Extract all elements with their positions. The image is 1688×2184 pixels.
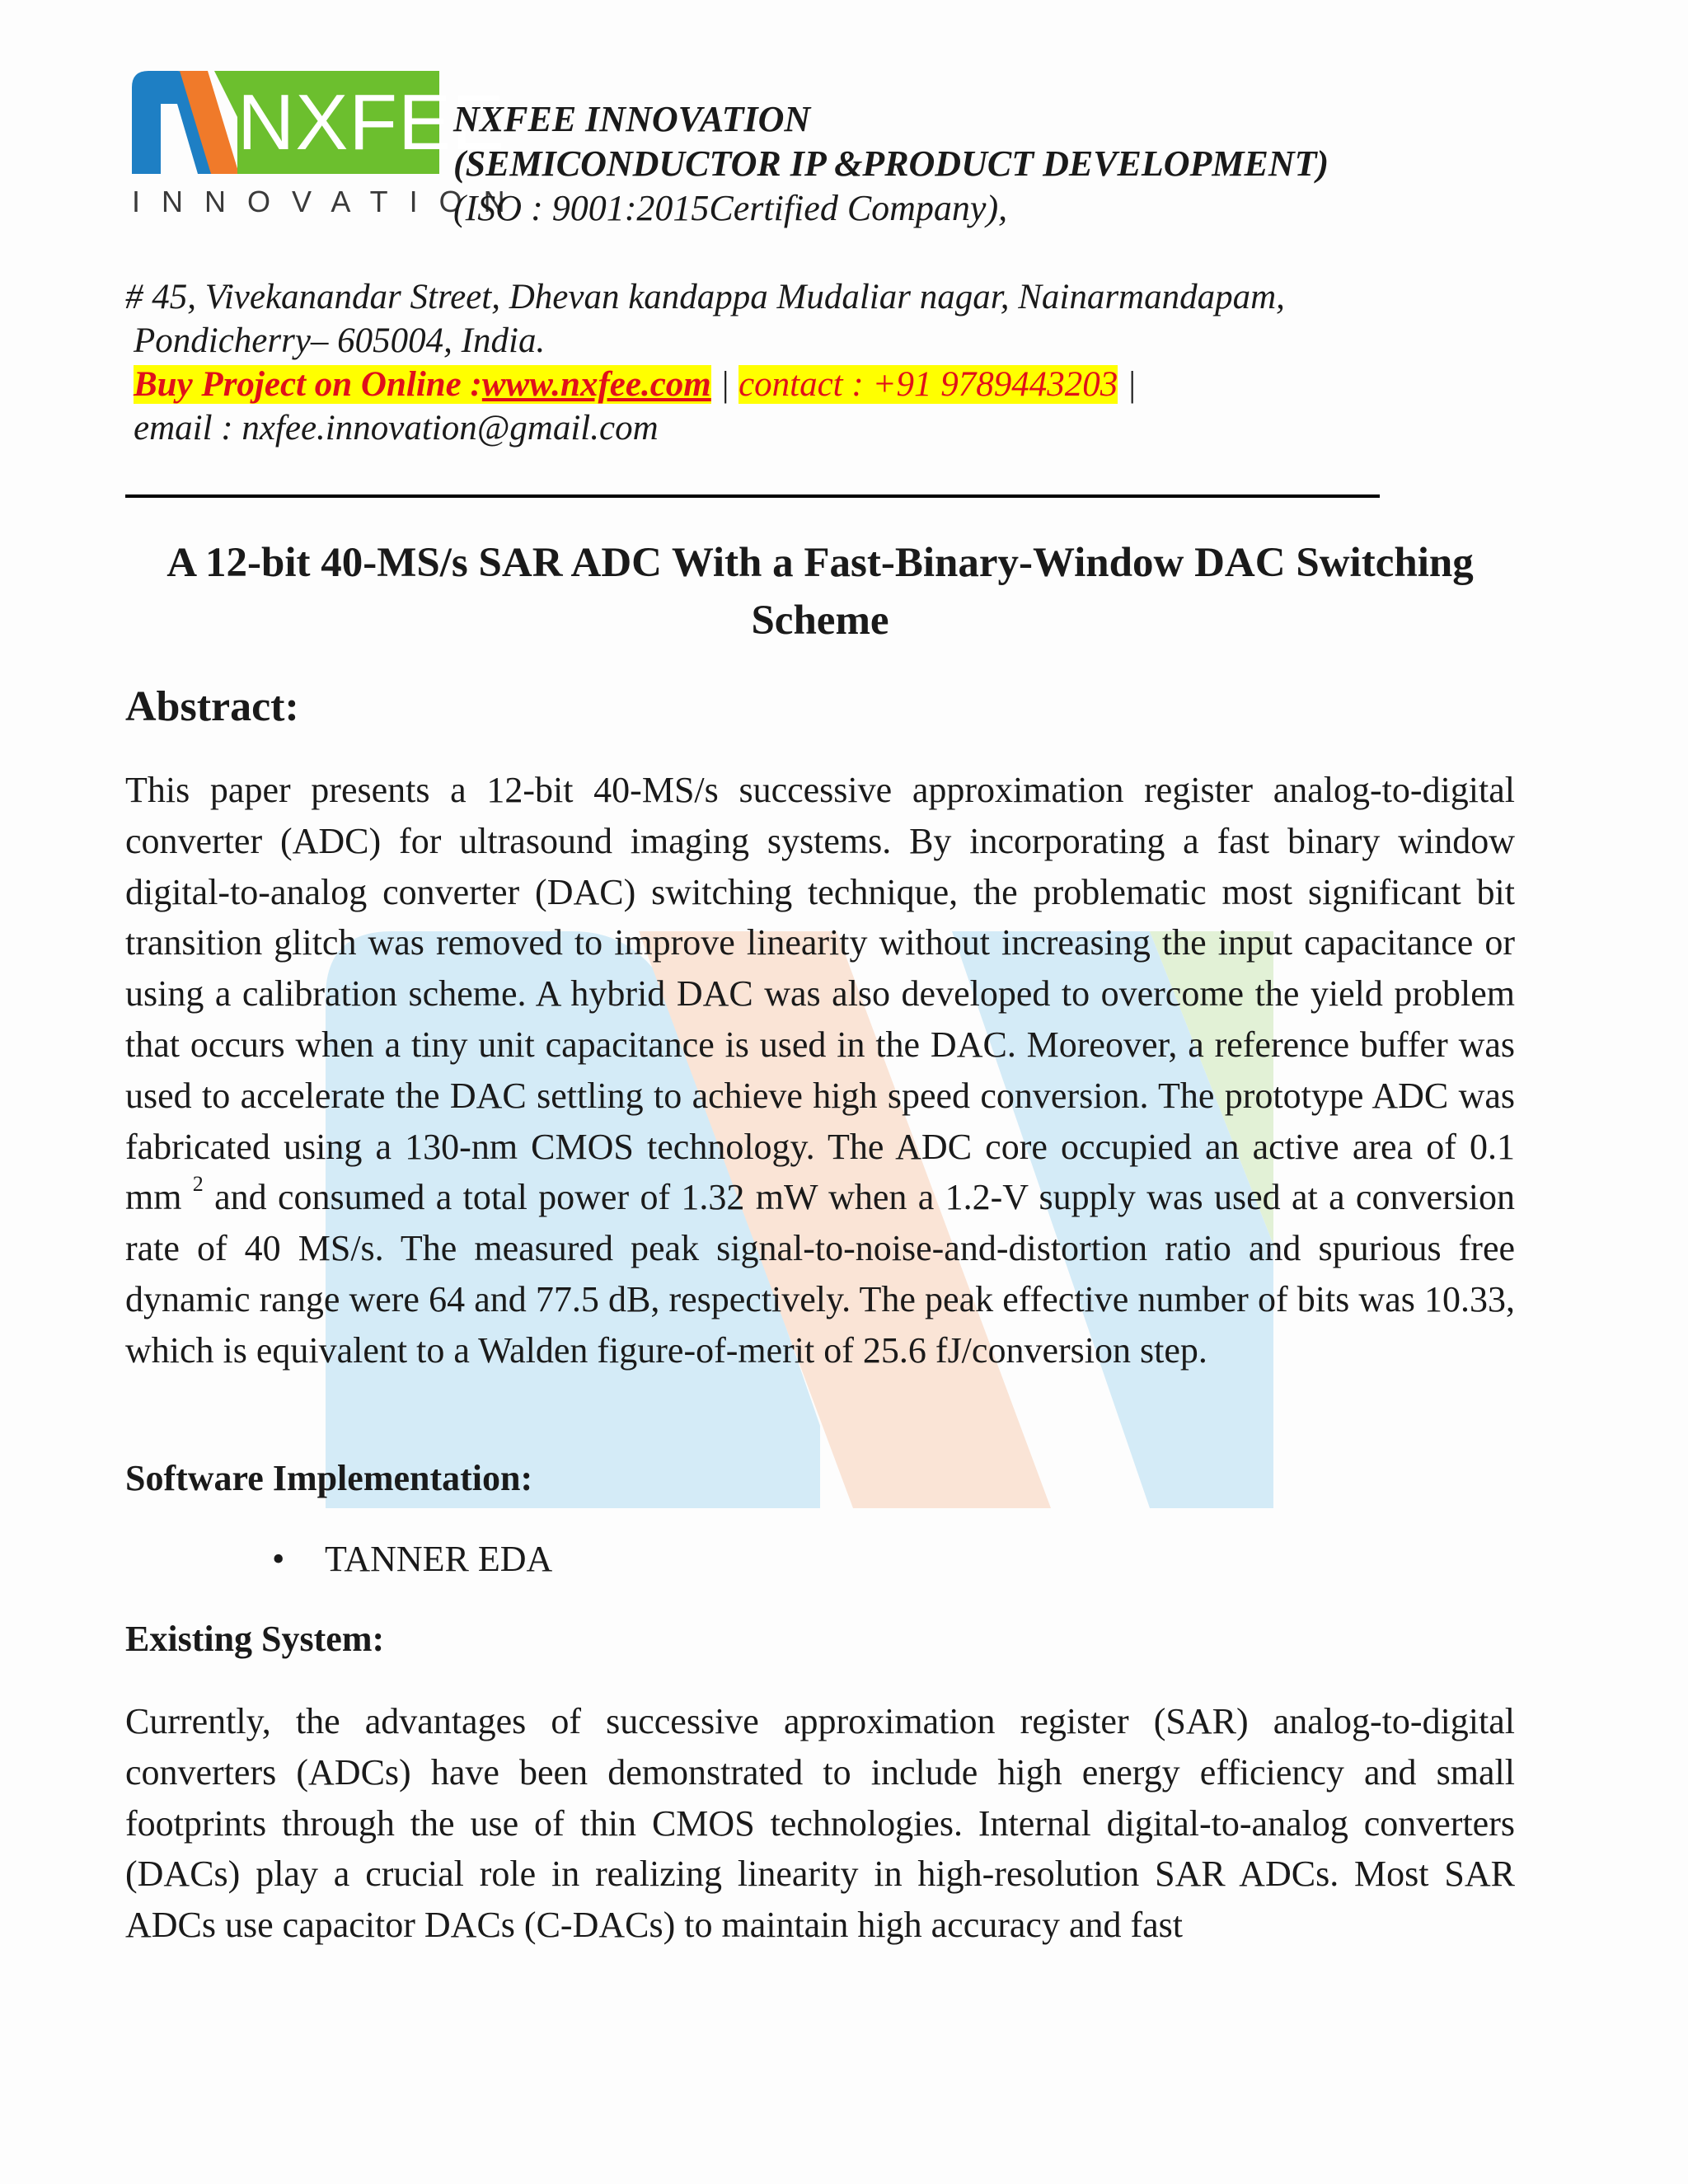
abstract-text-part-1: This paper presents a 12-bit 40-MS/s successive approximation register analog-to-digital converter (ADC) for ultrasound imaging systems. By incorporating a fast binary window digital-to-analog converter (DAC) switching technique, the problematic most significant bit transition glitch was removed to improve linearity without increasing the input capacitance or using a calibration scheme. A hybrid DAC was also developed to overcome the yield problem that occurs when a tiny unit capacitance is used in the DAC. Moreover, a reference buffer was used to accelerate the DAC settling to achieve high speed conversion. The prototype ADC was fabricated using a 130-nm CMOS technology. The ADC core occupied an active area of 0.1 mm [125,770,1515,1218]
contact-line [125,363,1285,406]
separator: | [720,365,730,404]
logo-wordmark: NXFEE [237,71,439,174]
company-header [453,97,1329,231]
abstract-paragraph [125,765,1515,1376]
abstract-text-part-2: and consumed a total power of 1.32 mW when a 1.2-V supply was used at a conversion rate of 40 MS/s. The measured peak signal-to-noise-and-distortion ratio and spurious free dynamic range were 64 and 77.5 dB, respectively. The peak effective number of bits was 10.33, which is equivalent to a Walden figure-of-merit of 25.6 fJ/conversion step. [125,1177,1515,1371]
company-certification: (ISO : 9001:2015Certified Company), [453,188,1008,228]
existing-paragraph: Currently, the advantages of successive approximation register (SAR) analog-to-digital converters (ADCs) have been demonstrated to include high energy efficiency and small footprints through the use of thin CMOS technologies. Internal digital-to-analog converters (DACs) play a crucial role in realizing linearity in high-resolution SAR ADCs. Most SAR ADCs use capacitor DACs (C-DACs) to maintain high accuracy and fast [125,1701,1515,1946]
title-line-2: Scheme [751,598,889,644]
company-logo [125,71,527,219]
contact-phone: contact : +91 9789443203 [738,365,1118,404]
address-block [125,275,1285,450]
buy-label: Buy Project on Online : [134,365,482,404]
company-name: NXFEE INNOVATION [453,99,811,139]
company-tagline: (SEMICONDUCTOR IP &PRODUCT DEVELOPMENT) [453,143,1329,184]
header-divider [125,494,1380,498]
address-line-1: # 45, Vivekanandar Street, Dhevan kandappa Mudaliar nagar, Nainarmandapam, [125,278,1285,316]
title-line-1: A 12-bit 40-MS/s SAR ADC With a Fast-Binary-Window DAC Switching [166,540,1474,586]
list-item: • TANNER EDA [272,1538,552,1580]
address-line-2: Pondicherry– 605004, India. [134,321,546,360]
logo-subtext: INNOVATION [132,185,527,218]
separator: | [1126,365,1137,404]
website-link[interactable]: www.nxfee.com [481,365,711,404]
nx-logo-icon [132,71,239,174]
software-list [272,1538,552,1580]
superscript: 2 [192,1172,204,1197]
abstract-heading: Abstract: [125,683,299,730]
document-title [125,534,1515,649]
email-line: email : nxfee.innovation@gmail.com [134,409,659,448]
existing-heading: Existing System: [125,1619,385,1659]
software-heading: Software Implementation: [125,1458,533,1498]
